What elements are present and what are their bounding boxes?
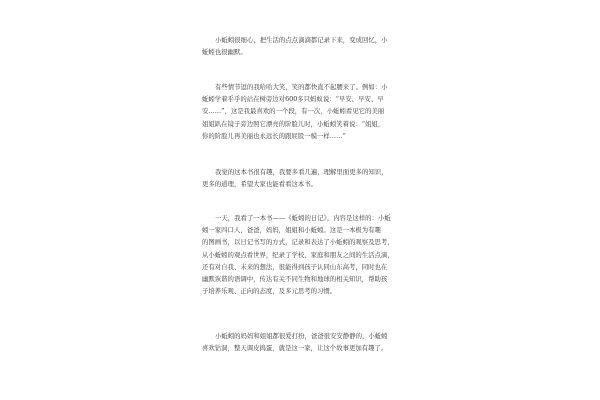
- paragraph-line: 你的阶脸儿再美丽也永远长的跟屁股一模一样……”: [202, 131, 346, 140]
- paragraph-line: 我觉的这本书很有趣，我要多看几遍，理解里面更多的知识，: [215, 168, 388, 176]
- paragraph-line: 蚯蚓学着乎乎的站在树旁边对600多只蚂蚁说：“早安、早安、早: [202, 95, 384, 104]
- paragraph-2: [202, 81, 408, 142]
- paragraph-line: 蚓一家四口人，爸爸，妈妈，姐姐和小蚯蚓。这是一本极为有趣: [202, 226, 381, 235]
- paragraph-line: 一天，我看了一本书——《蚯蚓的日记》，内容是这样的：小蚯: [215, 214, 391, 222]
- paragraph-line: 有些情节逗的我哈哈大笑，笑的都快直不起腰来了。例如：小: [215, 83, 388, 91]
- paragraph-line: 幽默诙谐的语调中，传达有关不同生物和地球的相关知识，帮助孩: [202, 274, 388, 283]
- paragraph-line: 更多的道理，希望大家也能看看这本书。: [202, 180, 318, 189]
- paragraph-line: 蚯蚓也很幽默。: [202, 48, 247, 57]
- paragraph-line: 喜欢钻洞，整天调皮捣蛋，就是这一家，让这个故事更加有趣了。: [202, 344, 388, 353]
- paragraph-5: [202, 330, 408, 354]
- paragraph-line: 还有对自我、未来的想法，很能得到孩子认同山东高考，同时也在: [202, 262, 388, 271]
- paragraph-1: [202, 34, 408, 58]
- paragraph-line: 从小蚯蚓的观点看世界，纪录了学校、家庭和朋友之间的生活点滴，: [202, 250, 394, 259]
- paragraph-3: [202, 166, 408, 190]
- paragraph-line: 小蚯蚓很细心，把生活的点点滴滴都记录下来，变成回忆，小: [215, 36, 388, 44]
- paragraph-line: 子培养乐观、正向的态度，及多元思考的习惯。: [202, 287, 337, 296]
- paragraph-4: [202, 212, 408, 297]
- paragraph-line: 小蚯蚓的妈妈和姐姐都很爱打扮，爸爸很安安静静的，小蚯蚓: [215, 332, 388, 340]
- paragraph-line: 的图画书，以日记书写的方式，记录和表达了小蚯蚓的观察及思考，: [202, 238, 394, 247]
- paragraph-line: 姐姐趴在镜子旁边照它漂亮的阶脸儿时，小蚯蚓笑着说：“姐姐，: [202, 119, 385, 128]
- paragraph-line: 安……”，这是我最喜欢的一个段，有一次，小蚯蚓看见它的美丽: [202, 107, 385, 116]
